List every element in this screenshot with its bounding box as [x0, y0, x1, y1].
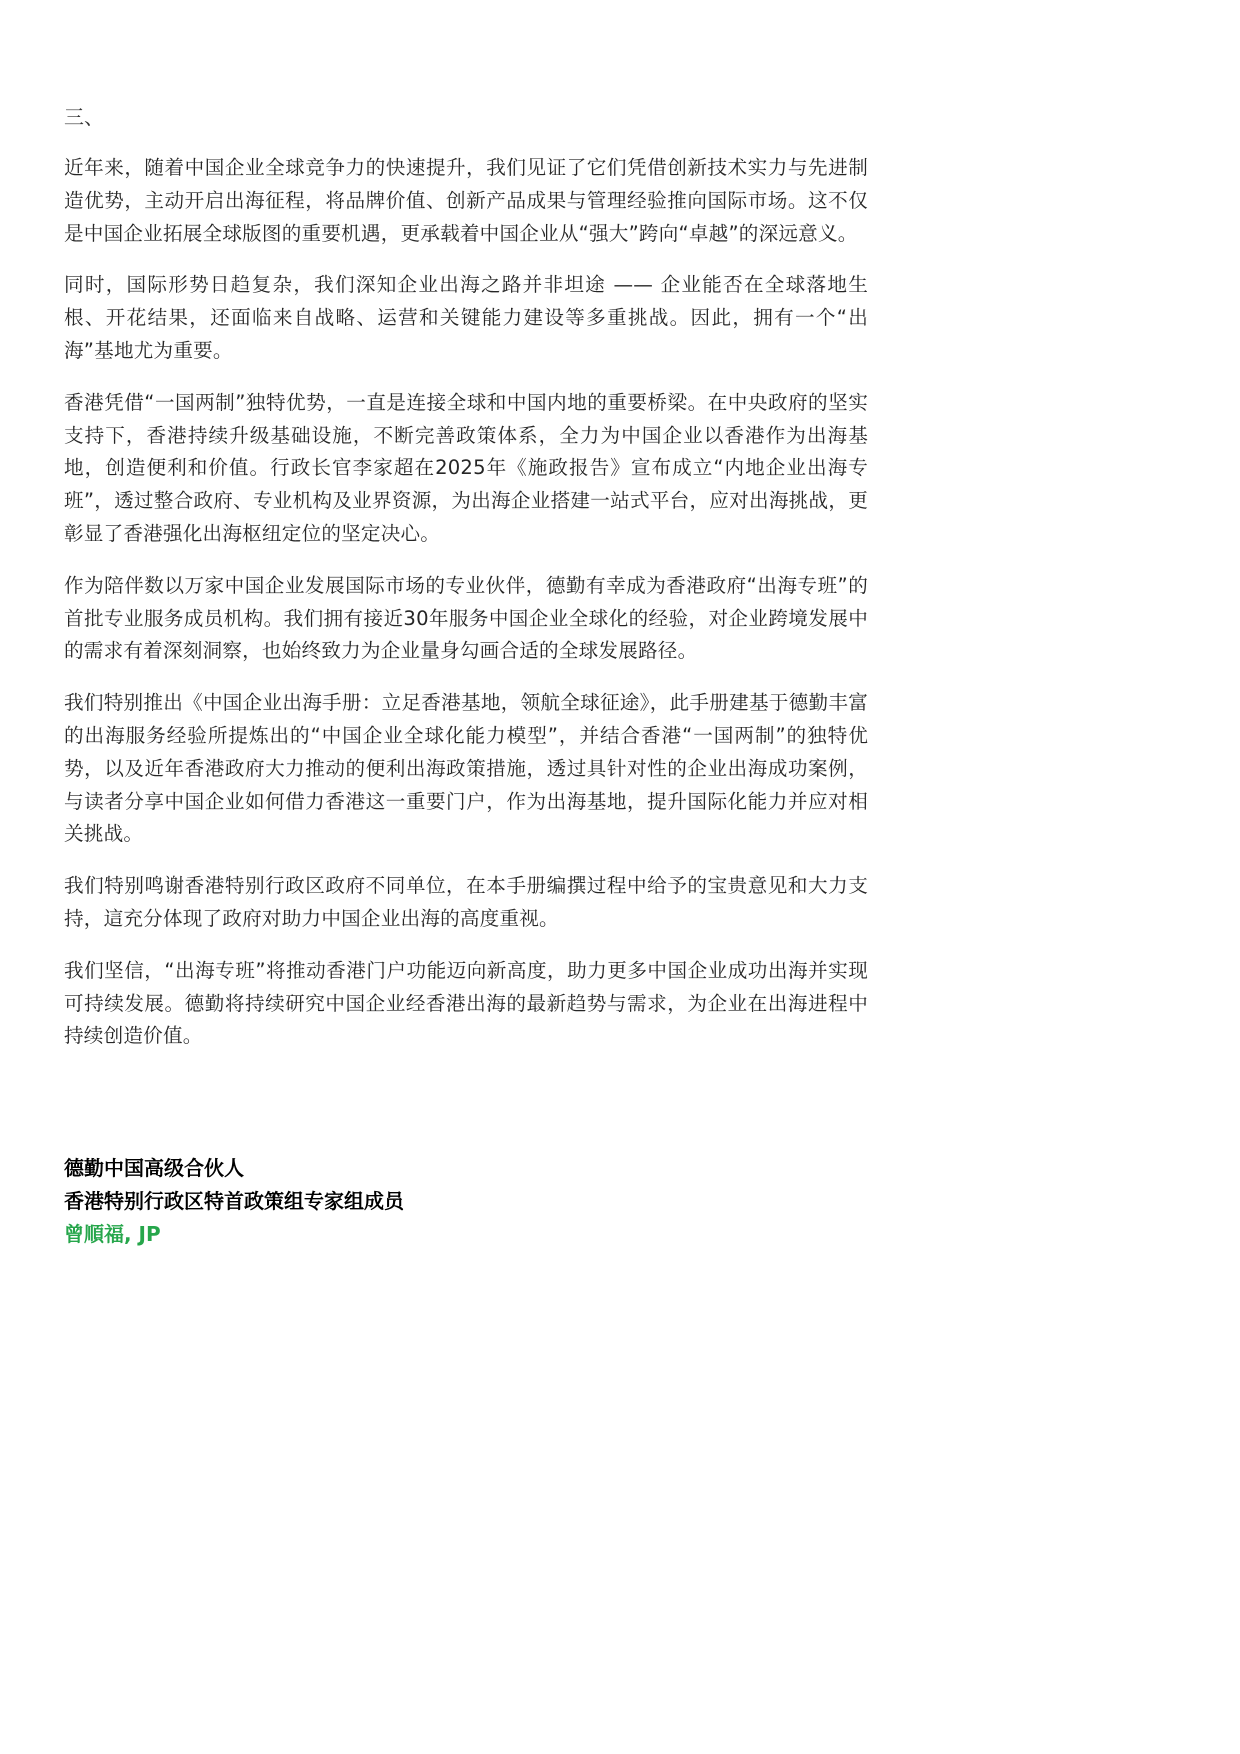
paragraph-intro: 近年来，随着中国企业全球竞争力的快速提升，我们见证了它们凭借创新技术实力与先进制造优势，主动开启出海征程，将品牌价值、创新产品成果与管理经验推向国际市场。这不仅是中国企业拓展全球版图的重要机遇，更承载着中国企业从“强大”跨向“卓越”的深远意义。 — [64, 156, 868, 245]
signature-title-1: 德勤中国高级合伙人 — [64, 1156, 244, 1180]
signature-title-2: 香港特别行政区特首政策组专家组成员 — [64, 1189, 404, 1213]
paragraph-handbook-intro: 我们特别推出《中国企业出海手册：立足香港基地，领航全球征途》，此手册建基于德勤丰富的出海服务经验所提炼出的“中国企业全球化能力模型”，并结合香港“一国两制”的独特优势，以及近年香港政府大力推动的便利出海政策措施，透过具针对性的企业出海成功案例，与读者分享中国企业如何借力香港这一重要门户，作为出海基地，提升国际化能力并应对相关挑战。 — [64, 691, 868, 846]
signature-block — [64, 1152, 864, 1251]
signature-name: 曾順福, JP — [64, 1222, 161, 1246]
paragraph-challenges: 同时，国际形势日趋复杂，我们深知企业出海之路并非坦途 —— 企业能否在全球落地生根、开花结果，还面临来自战略、运营和关键能力建设等多重挑战。因此，拥有一个“出海”基地尤为重要。 — [64, 273, 868, 362]
letter-body — [64, 100, 868, 1072]
paragraph-deloitte-partner: 作为陪伴数以万家中国企业发展国际市场的专业伙伴，德勤有幸成为香港政府“出海专班”的首批专业服务成员机构。我们拥有接近30年服务中国企业全球化的经验，对企业跨境发展中的需求有着深刻洞察，也始终致力为企业量身勾画合适的全球发展路径。 — [64, 573, 868, 663]
section-number: 三、 — [64, 105, 104, 129]
paragraph-acknowledgement: 我们特别鸣谢香港特别行政区政府不同单位，在本手册编撰过程中给予的宝贵意见和大力支持，這充分体现了政府对助力中国企业出海的高度重视。 — [64, 874, 868, 930]
paragraph-hong-kong-advantage: 香港凭借“一国两制”独特优势，一直是连接全球和中国内地的重要桥梁。在中央政府的坚实支持下，香港持续升级基础设施，不断完善政策体系，全力为中国企业以香港作为出海基地，创造便利和价值。行政长官李家超在2025年《施政报告》宣布成立“内地企业出海专班”，透过整合政府、专业机构及业界资源，为出海企业搭建一站式平台，应对出海挑战，更彰显了香港强化出海枢纽定位的坚定决心。 — [64, 390, 868, 545]
paragraph-conclusion: 我们坚信，“出海专班”将推动香港门户功能迈向新高度，助力更多中国企业成功出海并实现可持续发展。德勤将持续研究中国企业经香港出海的最新趋势与需求，为企业在出海进程中持续创造价值。 — [64, 958, 868, 1048]
